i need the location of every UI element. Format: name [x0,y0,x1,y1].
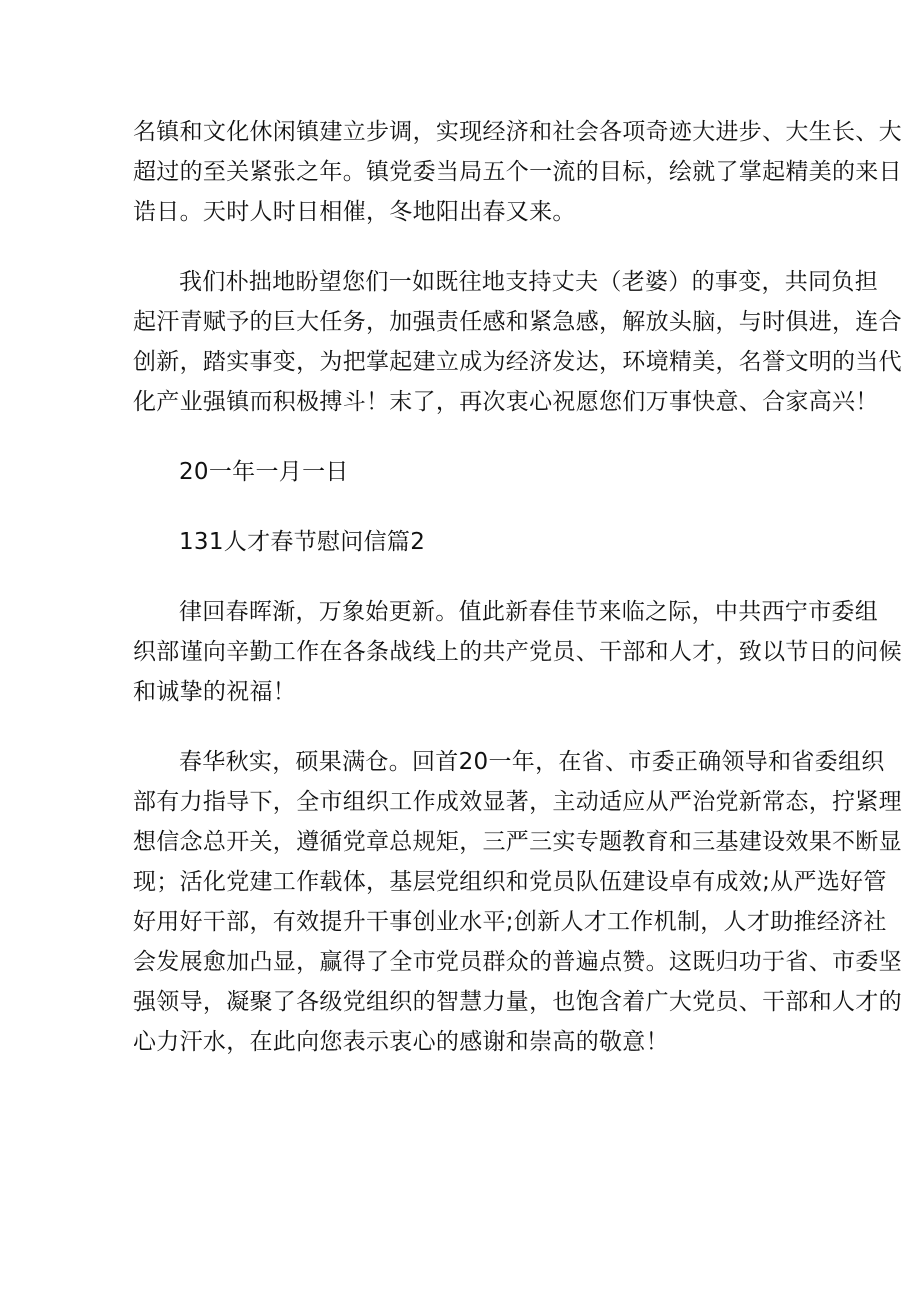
paragraph-line: 想信念总开关，遵循党章总规矩，三严三实专题教育和三基建设效果不断显 [133,829,902,855]
paragraph-3 [133,592,902,712]
paragraph-line: 创新，踏实事变，为把掌起建立成为经济发达，环境精美，名誉文明的当代 [133,349,902,375]
section-title: 131人才春节慰问信篇2 [179,529,426,555]
paragraph-line: 诰日。天时人时日相催，冬地阳出春又来。 [133,199,576,225]
paragraph-line: 化产业强镇而积极搏斗！末了，再次衷心祝愿您们万事快意、合家高兴！ [133,389,879,415]
paragraph-2 [133,262,902,422]
paragraph-line: 和诚挚的祝福！ [133,679,297,705]
paragraph-line: 好用好干部，有效提升干事创业水平;创新人才工作机制，人才助推经济社 [133,909,887,935]
paragraph-line: 现；活化党建工作载体，基层党组织和党员队伍建设卓有成效;从严选好管 [133,869,887,895]
paragraph-line: 名镇和文化休闲镇建立步调，实现经济和社会各项奇迹大进步、大生长、大 [133,119,902,145]
paragraph-line: 起汗青赋予的巨大任务，加强责任感和紧急感，解放头脑，与时俱进，连合 [133,309,902,335]
paragraph-line: 超过的至关紧张之年。镇党委当局五个一流的目标，绘就了掌起精美的来日 [133,159,902,185]
paragraph-line: 春华秋实，硕果满仓。回首20一年，在省、市委正确领导和省委组织 [179,749,885,775]
paragraph-4 [133,742,902,1062]
paragraph-line: 心力汗水，在此向您表示衷心的感谢和崇高的敬意！ [133,1029,669,1055]
date-line: 20一年一月一日 [179,459,349,485]
paragraph-1 [133,112,902,232]
document-body [133,112,902,1092]
paragraph-line: 我们朴拙地盼望您们一如既往地支持丈夫（老婆）的事变，共同负担 [179,269,878,295]
paragraph-line: 律回春晖渐，万象始更新。值此新春佳节来临之际，中共西宁市委组 [179,599,878,625]
paragraph-line: 会发展愈加凸显，赢得了全市党员群众的普遍点赞。这既归功于省、市委坚 [133,949,902,975]
paragraph-line: 部有力指导下，全市组织工作成效显著，主动适应从严治党新常态，拧紧理 [133,789,902,815]
paragraph-line: 强领导，凝聚了各级党组织的智慧力量，也饱含着广大党员、干部和人才的 [133,989,902,1015]
paragraph-line: 织部谨向辛勤工作在各条战线上的共产党员、干部和人才，致以节日的问候 [133,639,902,665]
